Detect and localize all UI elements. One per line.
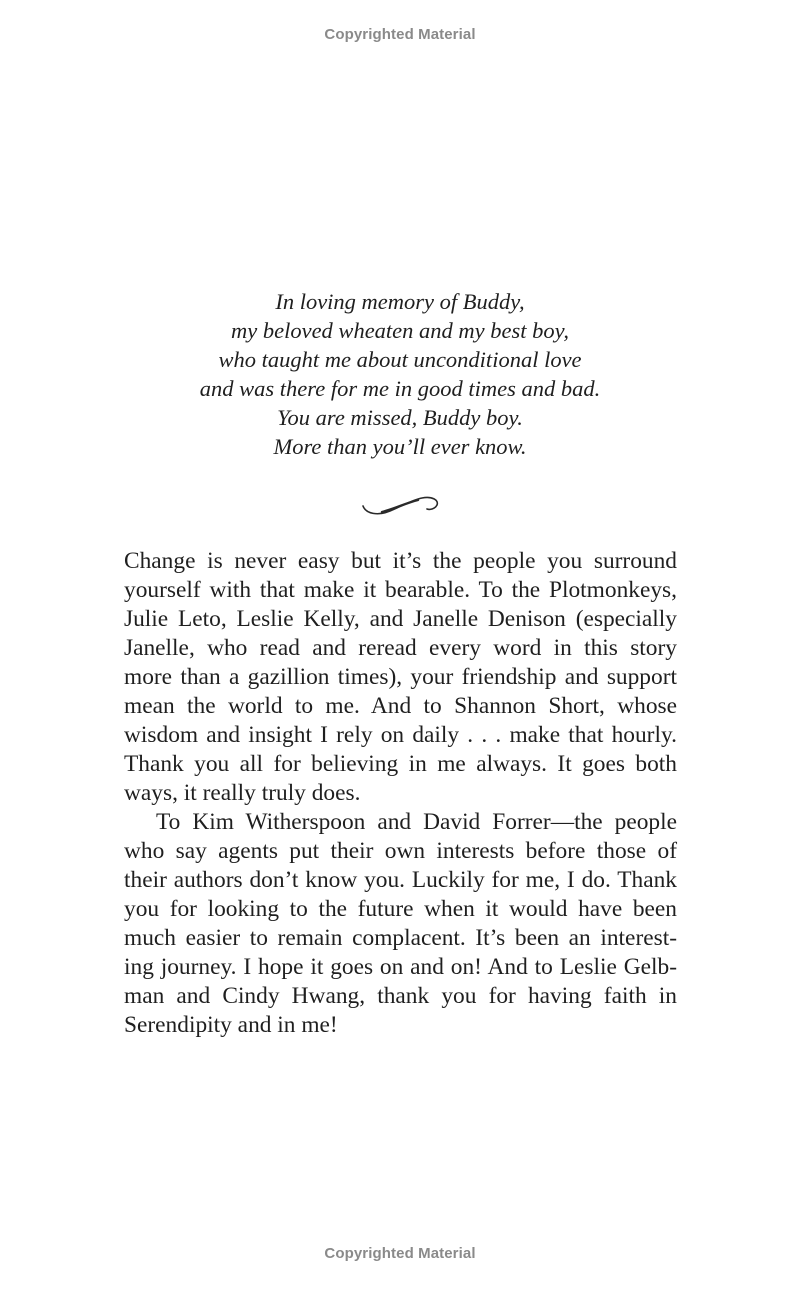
text-line: Janelle, who read and reread every word in this story bbox=[124, 635, 677, 661]
text-line: much easier to remain complacent. It’s been an interest- bbox=[124, 925, 677, 951]
swash-ornament-icon bbox=[360, 492, 440, 520]
acknowledgments bbox=[124, 547, 677, 1040]
copyright-watermark-top: Copyrighted Material bbox=[324, 26, 476, 43]
text-line: ways, it really truly does. bbox=[124, 780, 361, 806]
copyright-watermark-bottom: Copyrighted Material bbox=[324, 1245, 476, 1262]
text-line: their authors don’t know you. Luckily for me, I do. Thank bbox=[124, 867, 677, 893]
text-line: Serendipity and in me! bbox=[124, 1012, 338, 1038]
text-line: more than a gazillion times), your friendship and support bbox=[124, 664, 677, 690]
text-line: mean the world to me. And to Shannon Short, whose bbox=[124, 693, 677, 719]
dedication-line: In loving memory of Buddy, bbox=[275, 289, 525, 314]
text-line: Change is never easy but it’s the people you surround bbox=[124, 548, 677, 574]
dedication bbox=[100, 287, 700, 461]
text-line: yourself with that make it bearable. To the Plotmonkeys, bbox=[124, 577, 677, 603]
text-line: man and Cindy Hwang, thank you for having faith in bbox=[124, 983, 677, 1009]
dedication-line: You are missed, Buddy boy. bbox=[277, 405, 523, 430]
text-line: Julie Leto, Leslie Kelly, and Janelle Denison (especially bbox=[124, 606, 677, 632]
dedication-line: and was there for me in good times and bad. bbox=[199, 376, 601, 401]
dedication-line: who taught me about unconditional love bbox=[218, 347, 582, 372]
text-line: To Kim Witherspoon and David Forrer—the people bbox=[156, 809, 677, 835]
text-line: Thank you all for believing in me always. It goes both bbox=[124, 751, 677, 777]
dedication-line: More than you’ll ever know. bbox=[273, 434, 527, 459]
acknowledgments-paragraph-2 bbox=[124, 808, 677, 1040]
text-line: ing journey. I hope it goes on and on! And to Leslie Gelb- bbox=[124, 954, 677, 980]
dedication-line: my beloved wheaten and my best boy, bbox=[230, 318, 570, 343]
text-line: wisdom and insight I rely on daily . . . make that hourly. bbox=[124, 722, 677, 748]
text-line: you for looking to the future when it would have been bbox=[124, 896, 677, 922]
text-line: who say agents put their own interests before those of bbox=[124, 838, 677, 864]
acknowledgments-paragraph-1 bbox=[124, 547, 677, 808]
